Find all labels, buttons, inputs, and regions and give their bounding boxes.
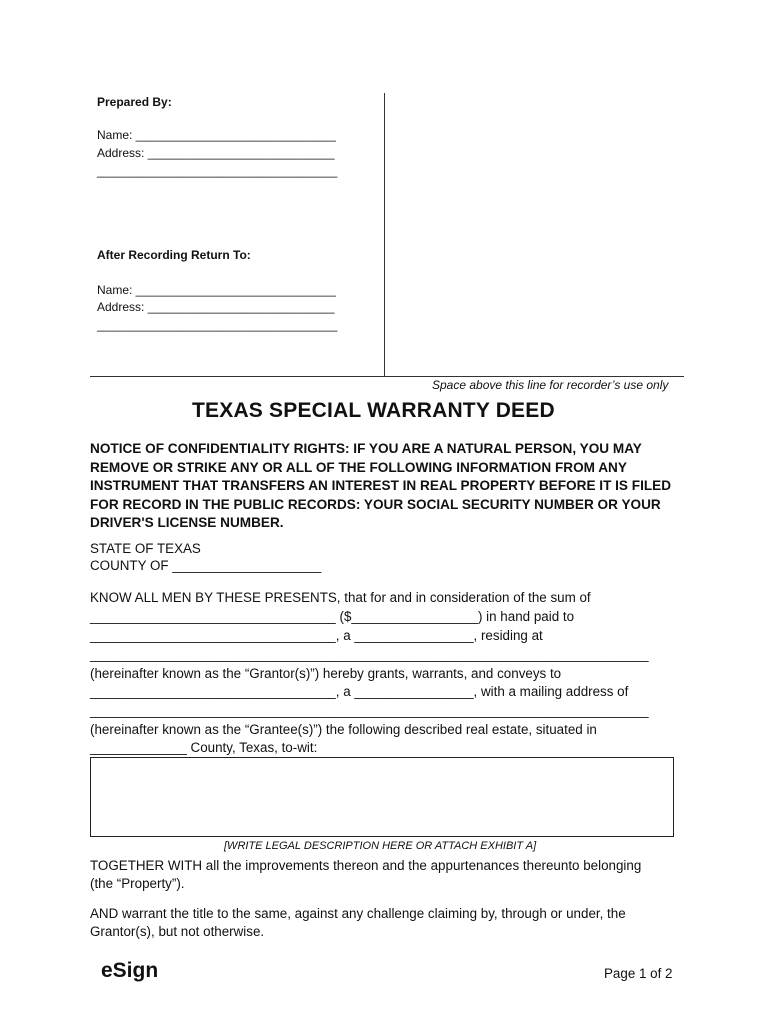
return-to-name-field[interactable]: Name: ______________________________ xyxy=(97,283,336,297)
warrant-clause-line2: Grantor(s), but not otherwise. xyxy=(90,924,265,939)
grantee-clause: (hereinafter known as the “Grantee(s)”) the following described real estate, situated in xyxy=(90,722,597,737)
venue-state: STATE OF TEXAS xyxy=(90,541,201,556)
prepared-by-address-line2-field[interactable]: ____________________________________ xyxy=(97,164,338,178)
legal-description-box[interactable] xyxy=(90,757,674,837)
consideration-line: KNOW ALL MEN BY THESE PRESENTS, that for and in consideration of the sum of xyxy=(90,590,591,605)
together-clause-line1: TOGETHER WITH all the improvements thereon and the appurtenances thereunto belonging xyxy=(90,858,642,873)
prepared-by-heading: Prepared By: xyxy=(97,95,172,109)
return-to-address-field[interactable]: Address: ____________________________ xyxy=(97,300,335,314)
together-clause-line2: (the “Property”). xyxy=(90,876,185,891)
esign-logo: eSign xyxy=(101,959,159,982)
venue-county-field[interactable]: COUNTY OF ____________________ xyxy=(90,558,322,573)
confidentiality-notice: NOTICE OF CONFIDENTIALITY RIGHTS: IF YOU ARE A NATURAL PERSON, YOU MAY REMOVE OR STRIKE ANY OR ALL OF THE FOLLOWING INFORMATION FROM ANY INSTRUMENT THAT TRANSFERS AN INTEREST IN REAL PROPERTY BEFORE IT IS FILED FOR RECORD IN THE PUBLIC RECORDS: YOUR SOCIAL SECURITY NUMBER OR YOUR DRIVER'S LICENSE NUMBER. xyxy=(90,441,672,530)
sum-and-payee-field[interactable]: _________________________________ ($_________________) in hand paid to xyxy=(90,609,575,624)
grantor-name-status-field[interactable]: _________________________________, a ________________, residing at xyxy=(90,628,543,643)
legal-description-caption: [WRITE LEGAL DESCRIPTION HERE OR ATTACH EXHIBIT A] xyxy=(224,840,537,852)
return-to-address-line2-field[interactable]: ____________________________________ xyxy=(97,318,338,332)
return-to-heading: After Recording Return To: xyxy=(97,248,251,262)
document-title: TEXAS SPECIAL WARRANTY DEED xyxy=(192,399,555,422)
grantor-clause: (hereinafter known as the “Grantor(s)”) hereby grants, warrants, and conveys to xyxy=(90,666,562,681)
grantee-address-field[interactable]: ___________________________________________________________________________ xyxy=(90,703,649,718)
county-field[interactable]: _____________ County, Texas, to-wit: xyxy=(90,740,318,755)
warrant-clause-line1: AND warrant the title to the same, against any challenge claiming by, through or under, the xyxy=(90,906,626,921)
recorder-divider-vertical xyxy=(384,93,385,376)
prepared-by-name-field[interactable]: Name: ______________________________ xyxy=(97,128,336,142)
recorder-divider-horizontal xyxy=(90,376,684,377)
prepared-by-address-field[interactable]: Address: ____________________________ xyxy=(97,146,335,160)
page-number: Page 1 of 2 xyxy=(604,966,673,981)
grantee-name-status-field[interactable]: _________________________________, a ________________, with a mailing address of xyxy=(90,684,629,699)
grantor-address-field[interactable]: ___________________________________________________________________________ xyxy=(90,647,649,662)
recorder-note: Space above this line for recorder’s use only xyxy=(432,378,669,392)
